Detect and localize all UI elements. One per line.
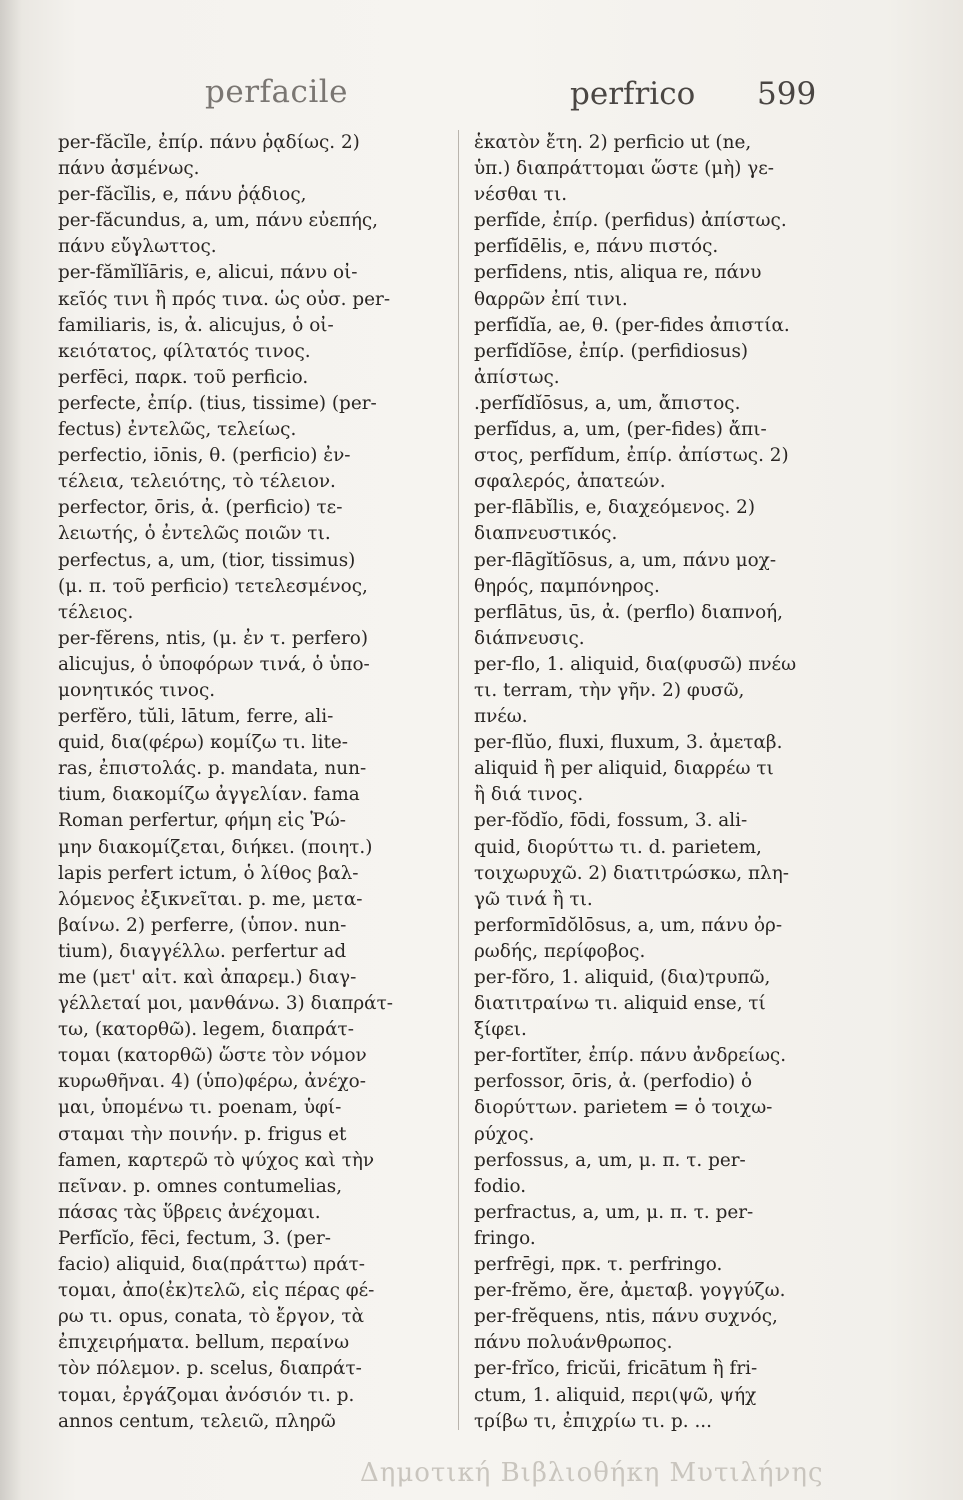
dictionary-line: διατιτραίνω τι. aliquid ense, τί [474,993,766,1015]
dictionary-line: πεῖναν. p. omnes contumelias, [58,1175,343,1197]
dictionary-line: τέλειος. [58,601,134,623]
dictionary-line: per-făcĭlis, e, πάνυ ῥᾴδιος, [58,184,307,206]
page-header [0,74,963,124]
dictionary-line: perfractus, a, um, μ. π. τ. per- [474,1201,754,1223]
dictionary-line: perfossus, a, um, μ. π. τ. per- [474,1149,746,1171]
dictionary-line: per-fŏdĭo, fōdi, fossum, 3. ali- [474,810,748,832]
dictionary-line: me (μετ' αἰτ. καὶ ἀπαρεμ.) διαγ- [58,967,357,988]
dictionary-line: τομαι, ἐργάζομαι ἀνόσιόν τι. p. [58,1384,355,1406]
dictionary-line: perfĭdĭōse, ἐπίρ. (perfidiosus) [474,340,749,362]
dictionary-line: ρύχος. [474,1123,535,1145]
dictionary-line: fectus) ἐντελῶς, τελείως. [58,419,297,441]
dictionary-line: performīdŏlōsus, a, um, πάνυ ὀρ- [474,914,783,936]
dictionary-line: γῶ τινά ἢ τι. [474,888,593,910]
dictionary-line: ὑπ.) διαπράττομαι ὥστε (μὴ) γε- [474,158,774,180]
dictionary-line: θηρός, παμπόνηρος. [474,575,660,597]
dictionary-line: perfīdens, ntis, aliqua re, πάνυ [474,262,762,284]
dictionary-line: per-frĕmo, ĕre, ἀμεταβ. γογγύζω. [474,1280,786,1302]
dictionary-line: τρίβω τι, ἐπιχρίω τι. p. ... [474,1410,713,1432]
library-watermark: Δημοτική Βιβλιοθήκη Μυτιλήνης [360,1458,824,1488]
dictionary-line: facio) aliquid, δια(πράττω) πράτ- [58,1254,366,1276]
dictionary-line: perfĭdēlis, e, πάνυ πιστός. [474,236,719,258]
dictionary-line: perfĭdus, a, um, (per-fides) ἄπι- [474,419,767,441]
dictionary-line: annos centum, τελειῶ, πληρῶ [58,1410,336,1432]
dictionary-line: perfectio, iōnis, θ. (perficio) ἐν- [58,445,351,467]
dictionary-line: σταμαι τὴν ποινήν. p. frigus et [58,1123,347,1145]
dictionary-line: ctum, 1. aliquid, περι(ψῶ, ψήχ [474,1384,757,1406]
dictionary-line: βαίνω. 2) perferre, (ὑπον. nun- [58,914,347,936]
dictionary-line: fringo. [474,1227,536,1249]
left-column [58,130,450,1435]
dictionary-line: perfectus, a, um, (tior, tissimus) [58,549,356,571]
page-number: 599 [757,76,817,112]
dictionary-line: perfēci, παρκ. τοῦ perficio. [58,366,309,388]
dictionary-line: διάπνευσις. [474,627,585,649]
dictionary-line: quid, διορύττω τι. d. parietem, [474,836,762,858]
dictionary-line: λόμενος ἐξικνεῖται. p. me, μετα- [58,888,363,910]
dictionary-line: aliquid ἢ per aliquid, διαρρέω τι [474,758,774,780]
column-divider [458,130,459,1430]
dictionary-line: perfĕro, tŭli, lātum, ferre, ali- [58,706,334,728]
dictionary-line: κεῖός τινι ἢ πρός τινα. ὡς οὐσ. per- [58,288,391,310]
dictionary-line: familiaris, is, ἀ. alicujus, ὁ οἰ- [58,314,334,336]
dictionary-line: tium), διαγγέλλω. perfertur ad [58,940,347,962]
dictionary-line: perfĭdĭa, ae, θ. (per-fides ἀπιστία. [474,314,790,336]
dictionary-line: ρω τι. opus, conata, τὸ ἔργον, τὰ [58,1306,365,1328]
dictionary-line: διορύττων. parietem = ὁ τοιχω- [474,1097,773,1119]
dictionary-line: πάνυ ἀσμένως. [58,158,200,180]
dictionary-line: per-făcĭle, ἐπίρ. πάνυ ῥᾳδίως. 2) [58,132,360,153]
dictionary-line: τω, (κατορθῶ). legem, διαπράτ- [58,1019,354,1041]
dictionary-line: alicujus, ὁ ὑποφόρων τινά, ὁ ὑπο- [58,653,370,675]
dictionary-line: ἀπίστως. [474,366,560,388]
dictionary-line: (μ. π. τοῦ perficio) τετελεσμένος, [58,575,368,597]
dictionary-line: τι. terram, τὴν γῆν. 2) φυσῶ, [474,679,745,701]
dictionary-line: Perfĭcĭo, fēci, fectum, 3. (per- [58,1227,332,1249]
dictionary-line: διαπνευστικός. [474,523,618,545]
dictionary-line: πάσας τὰς ὕβρεις ἀνέχομαι. [58,1201,321,1223]
dictionary-line: τομαι, ἀπο(ἐκ)τελῶ, εἰς πέρας φέ- [58,1280,375,1302]
dictionary-line: quid, δια(φέρω) κομίζω τι. lite- [58,732,348,754]
dictionary-line: per-flāgĭtĭōsus, a, um, πάνυ μοχ- [474,549,777,571]
dictionary-line: ρωδής, περίφοβος. [474,940,646,962]
dictionary-line: νέσθαι τι. [474,184,568,206]
dictionary-line: .perfĭdĭōsus, a, um, ἄπιστος. [474,392,741,414]
dictionary-line: perfector, ōris, ἀ. (perficio) τε- [58,497,343,519]
dictionary-line: πάνυ πολυάνθρωπος. [474,1332,673,1354]
dictionary-line: per-făcundus, a, um, πάνυ εὐεπής, [58,210,378,232]
dictionary-line: perfecte, ἐπίρ. (tius, tissime) (per- [58,392,377,414]
dictionary-line: ras, ἐπιστολάς. p. mandata, nun- [58,758,367,780]
dictionary-line: per-flo, 1. aliquid, δια(φυσῶ) πνέω [474,653,797,675]
dictionary-line: fodio. [474,1175,527,1197]
dictionary-line: πνέω. [474,706,528,728]
dictionary-line: στος, perfĭdum, ἐπίρ. ἀπίστως. 2) [474,445,789,467]
dictionary-line: perfĭde, ἐπίρ. (perfidus) ἀπίστως. [474,210,787,232]
dictionary-line: ξίφει. [474,1019,527,1041]
right-running-headword: perfrico [570,76,696,112]
dictionary-line: γέλλεταί μοι, μανθάνω. 3) διαπράτ- [58,993,393,1015]
dictionary-line: σφαλερός, ἀπατεών. [474,471,666,493]
dictionary-line: τομαι (κατορθῶ) ὥστε τὸν νόμον [58,1045,367,1067]
page-gutter-shadow [0,0,22,1500]
dictionary-line: Roman perfertur, φήμη εἰς Ῥώ- [58,810,346,832]
dictionary-line: ἢ διά τινος. [474,784,584,806]
dictionary-line: τέλεια, τελειότης, τὸ τέλειον. [58,471,336,493]
dictionary-line: ἑκατὸν ἔτη. 2) perficio ut (ne, [474,132,752,153]
left-running-headword: perfacile [205,74,349,110]
dictionary-line: τοιχωρυχῶ. 2) διατιτρώσκω, πλη- [474,862,789,884]
dictionary-line: perflātus, ūs, ἀ. (perflo) διαπνοή, [474,601,784,623]
dictionary-line: per-flŭo, fluxi, fluxum, 3. ἀμεταβ. [474,732,783,754]
dictionary-line: tium, διακομίζω ἀγγελίαν. fama [58,784,360,806]
dictionary-line: per-fortĭter, ἐπίρ. πάνυ ἀνδρείως. [474,1045,787,1067]
dictionary-line: τὸν πόλεμον. p. scelus, διαπράτ- [58,1358,362,1380]
dictionary-line: per-flābĭlis, e, διαχεόμενος. 2) [474,497,756,519]
dictionary-line: κυρωθῆναι. 4) (ὑπο)φέρω, ἀνέχο- [58,1071,366,1093]
dictionary-line: per-fĕrens, ntis, (μ. ἐν τ. perfero) [58,627,369,649]
right-column [474,130,830,1435]
dictionary-line: famen, καρτερῶ τὸ ψύχος καὶ τὴν [58,1149,375,1171]
dictionary-line: perfrēgi, πρκ. τ. perfringo. [474,1254,723,1276]
dictionary-line: per-frĕquens, ntis, πάνυ συχνός, [474,1306,778,1328]
dictionary-line: per-frĭco, fricŭi, fricātum ἢ fri- [474,1358,758,1380]
dictionary-line: θαρρῶν ἐπί τινι. [474,288,628,310]
dictionary-line: ἐπιχειρήματα. bellum, περαίνω [58,1332,350,1354]
dictionary-line: μονητικός τινος. [58,679,216,701]
dictionary-line: μαι, ὑπομένω τι. poenam, ὑφί- [58,1097,342,1119]
dictionary-line: per-fămĭlĭāris, e, alicui, πάνυ οἰ- [58,262,358,284]
dictionary-line: πάνυ εὔγλωττος. [58,236,217,258]
dictionary-line: lapis perfert ictum, ὁ λίθος βαλ- [58,862,359,884]
dictionary-line: κειότατος, φίλτατός τινος. [58,340,311,362]
dictionary-line: per-fŏro, 1. aliquid, (δια)τρυπῶ, [474,967,771,988]
dictionary-line: perfossor, ōris, ἀ. (perfodio) ὁ [474,1071,753,1093]
dictionary-line: μην διακομίζεται, διήκει. (ποιητ.) [58,836,373,858]
dictionary-line: λειωτής, ὁ ἐντελῶς ποιῶν τι. [58,523,331,545]
